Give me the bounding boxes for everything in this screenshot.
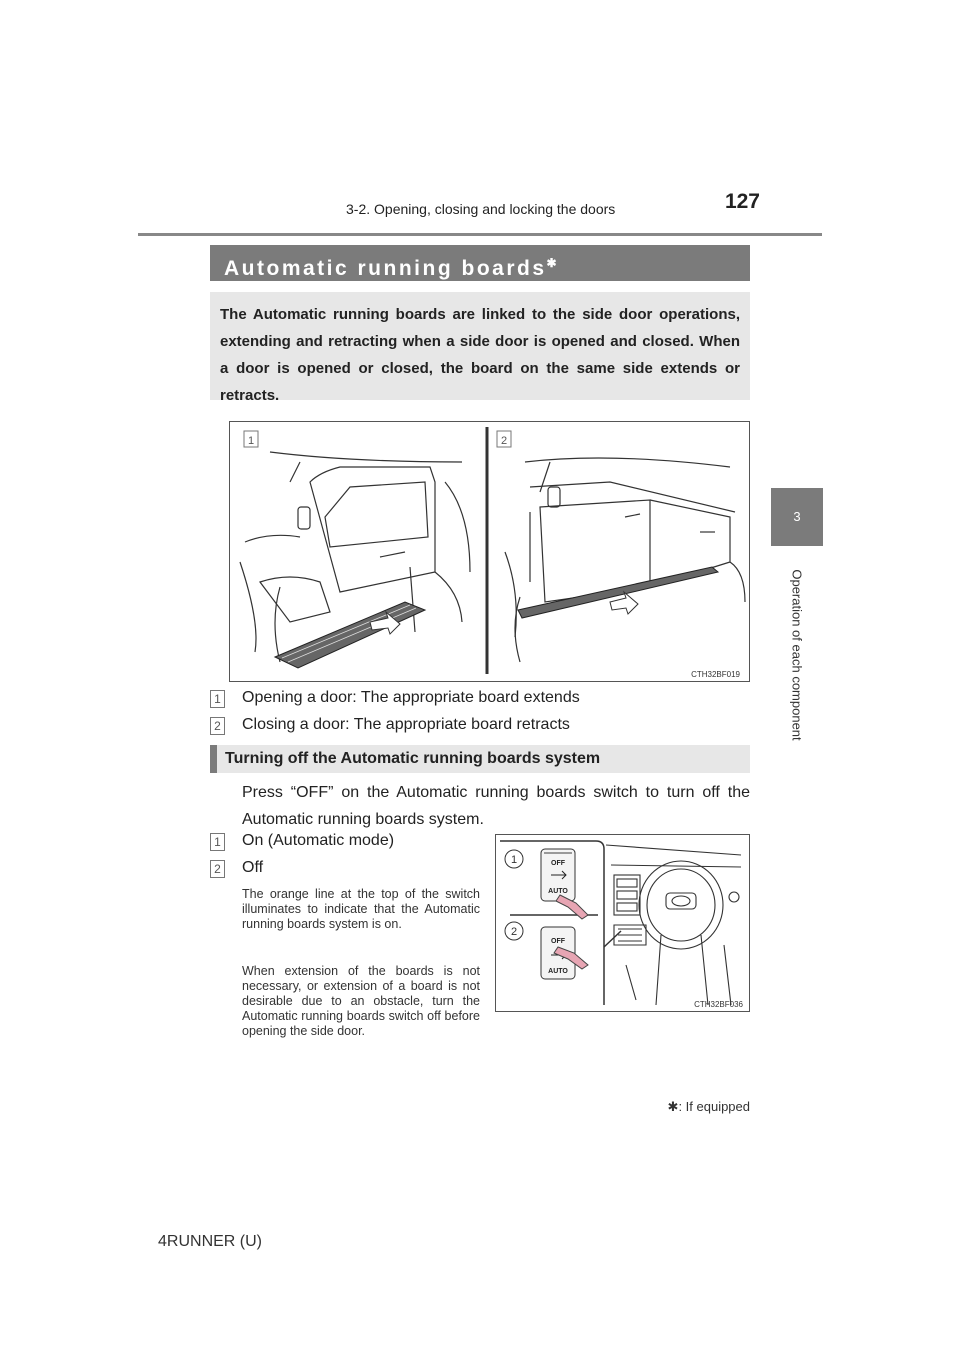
intro-text: The Automatic running boards are linked to the side door operations, extending and retracting when a side door is opened and closed. When a door is opened or closed, the board on the same side extends or retracts. [210, 292, 750, 400]
switch-item-2-text: Off [242, 859, 264, 876]
running-board-drawing [230, 422, 749, 681]
switch2-auto-label: AUTO [548, 968, 568, 975]
model-label: 4RUNNER (U) [158, 1233, 262, 1250]
chapter-tab: 3 [771, 488, 823, 546]
switch-item-1-text: On (Automatic mode) [242, 832, 395, 849]
subsection-title: Turning off the Automatic running boards system [210, 745, 750, 773]
vehicle-door-closed [505, 458, 745, 662]
subsection-body: Press “OFF” on the Automatic running boards switch to turn off the Automatic running boards system. [242, 784, 750, 828]
switch-on-state [541, 849, 588, 919]
fig1-code: CTH32BF019 [691, 670, 740, 679]
switch1-auto-label: AUTO [548, 888, 568, 895]
switch-drawing [496, 835, 749, 1011]
header-rule [138, 233, 822, 236]
fig1-item-2 [210, 716, 750, 736]
page-number: 127 [724, 190, 760, 213]
fig1-item-1-num: 1 [210, 690, 225, 708]
switch-item-2 [210, 859, 480, 879]
fig2-callout-1: 1 [510, 854, 518, 866]
section-heading: 3-2. Opening, closing and locking the doors [346, 201, 616, 217]
chapter-label [770, 560, 824, 750]
fig2-callout-2: 2 [510, 926, 518, 938]
running-board-extended [275, 602, 425, 668]
fig1-item-2-text: Closing a door: The appropriate board retracts [242, 716, 570, 733]
switch-illustration [495, 834, 750, 1012]
chapter-label-text: Operation of each component [789, 569, 805, 741]
fig1-item-2-num: 2 [210, 717, 225, 735]
running-board-retracted [518, 567, 718, 618]
fig1-item-1 [210, 689, 750, 709]
dashboard-drawing [606, 845, 741, 1005]
switch-item-1-num: 1 [210, 833, 225, 851]
note-indicator: The orange line at the top of the switch illuminates to indicate that the Automatic running boards system is on. [242, 887, 480, 931]
switch-off-state [541, 927, 588, 979]
fig1-callout-2: 2 [500, 435, 508, 447]
fig1-item-1-text: Opening a door: The appropriate board extends [242, 689, 580, 706]
running-board-illustration [229, 421, 750, 682]
footnote: ✱: If equipped [667, 1099, 750, 1114]
switch2-off-label: OFF [551, 938, 565, 945]
note-switch-off: When extension of the boards is not necessary, or extension of a board is not desirable due to an obstacle, turn the Automatic running boards switch off before opening the side door. [242, 964, 480, 1038]
fig1-callout-1: 1 [247, 435, 255, 447]
fig2-code: CTH32BF036 [694, 1000, 743, 1009]
page-title [210, 245, 750, 281]
equipped-mark: ✱ [546, 256, 557, 270]
switch-item-2-num: 2 [210, 860, 225, 878]
page-title-text: Automatic running boards [224, 257, 547, 280]
switch1-off-label: OFF [551, 860, 565, 867]
switch-item-1 [210, 832, 480, 852]
